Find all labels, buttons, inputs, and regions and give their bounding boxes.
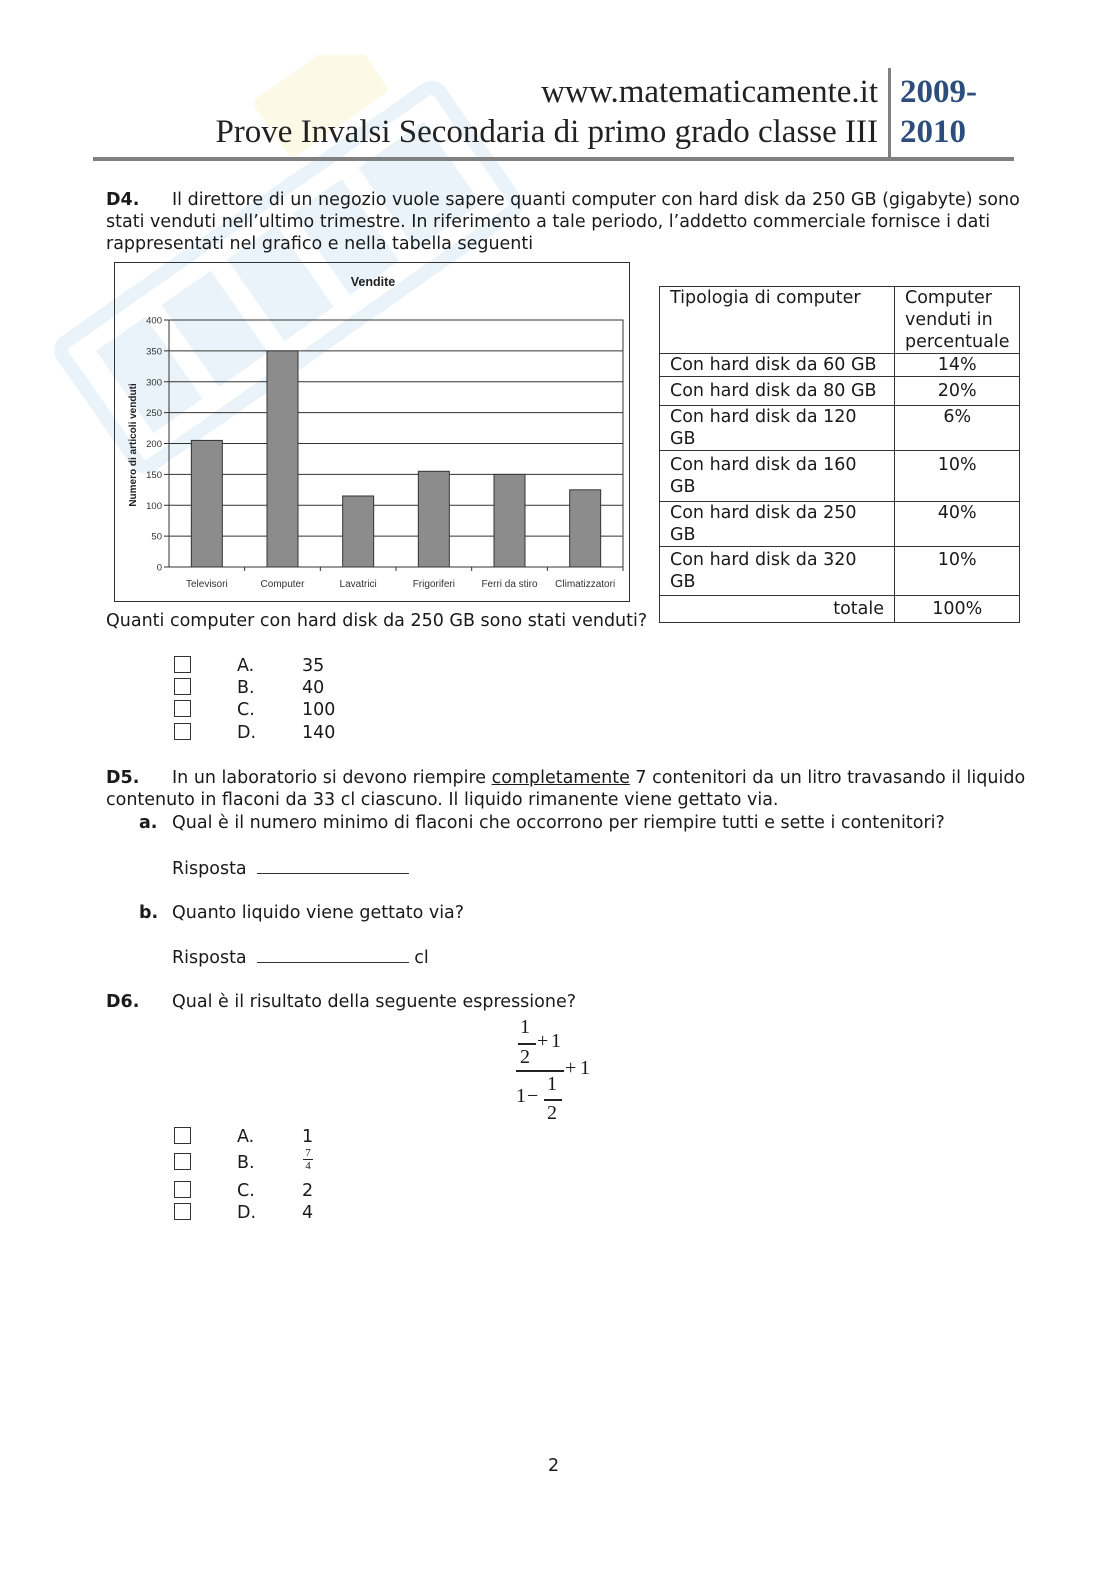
- d6-option-d-letter: D.: [237, 1203, 257, 1223]
- chart-xtick-label: Televisori: [185, 579, 228, 590]
- table-cell-type: Con hard disk da 120 GB: [660, 406, 895, 451]
- sales-chart: [114, 262, 630, 602]
- table-row: [660, 547, 1020, 596]
- table-cell-type: Con hard disk da 320 GB: [660, 547, 895, 596]
- table-cell-type: Con hard disk da 160 GB: [660, 451, 895, 502]
- chart-xtick-label: Frigoriferi: [412, 579, 455, 590]
- percent-table: [659, 286, 1020, 623]
- chart-ytick-label: 100: [146, 500, 162, 512]
- d5-number: D5.: [106, 768, 140, 788]
- expr-top-one: 1: [551, 1030, 561, 1052]
- table-cell-type: Con hard disk da 250 GB: [660, 502, 895, 547]
- header-divider: [888, 68, 891, 158]
- chart-title: Vendite: [350, 275, 396, 289]
- page-number: 2: [548, 1456, 560, 1476]
- d4-number: D4.: [106, 190, 140, 210]
- d5-b-answer-label: Risposta: [172, 948, 247, 968]
- d5-text-underlined: completamente: [491, 768, 630, 788]
- chart-ytick-label: 250: [146, 408, 162, 420]
- chart-ytick-label: 150: [146, 469, 162, 481]
- header-site: www.matematicamente.it: [541, 74, 878, 110]
- d4-option-d-letter: D.: [237, 723, 257, 743]
- d6-text: Qual è il risultato della seguente espressione?: [172, 992, 577, 1012]
- chart-ylabel: Numero di articoli venduti: [128, 383, 139, 507]
- chart-xtick-label: Climatizzatori: [555, 579, 616, 590]
- d5-b-label: b.: [139, 903, 159, 923]
- expr-bottom-one: 1: [516, 1085, 526, 1107]
- table-row: [660, 354, 1020, 377]
- chart-bar: [570, 490, 601, 567]
- table-cell-percent: 6%: [895, 406, 1020, 451]
- chart-svg: [115, 263, 629, 601]
- table-cell-percent: 40%: [895, 502, 1020, 547]
- d6-option-a-checkbox[interactable]: [174, 1127, 191, 1144]
- d4-option-b-value: 40: [302, 678, 325, 698]
- table-header-row: [660, 287, 1020, 354]
- d5-a-label: a.: [139, 813, 158, 833]
- expr-top-den: 2: [520, 1046, 530, 1068]
- table-header-percent-line3: percentuale: [905, 332, 1010, 352]
- chart-xtick-label: Lavatrici: [339, 579, 377, 590]
- chart-ytick-label: 350: [146, 346, 162, 358]
- header-year-line1: 2009-: [900, 74, 977, 110]
- d4-option-c-checkbox[interactable]: [174, 700, 191, 717]
- table-row: [660, 451, 1020, 502]
- d5-b-answer-field[interactable]: [257, 946, 409, 963]
- expr-bottom-num: 1: [547, 1073, 557, 1095]
- expr-main-fracline: [516, 1070, 564, 1072]
- table-header-percent-line2: venduti in: [905, 310, 993, 330]
- d4-option-d-checkbox[interactable]: [174, 723, 191, 740]
- d4-text-line1: Il direttore di un negozio vuole sapere quanti computer con hard disk da 250 GB (gigabyte) sono: [172, 190, 1020, 210]
- d5-text-line2: contenuto in flaconi da 33 cl ciascuno. Il liquido rimanente viene gettato via.: [106, 790, 779, 810]
- expr-outer-one: 1: [580, 1057, 590, 1079]
- chart-bar: [343, 496, 374, 567]
- d5-b-answer: [172, 946, 429, 970]
- expr-bottom-minus: −: [527, 1085, 539, 1107]
- table-cell-type: Con hard disk da 60 GB: [660, 354, 895, 377]
- d4-text-line2: stati venduti nell’ultimo trimestre. In riferimento a tale periodo, l’addetto commerciale fornisce i dati: [106, 212, 991, 232]
- expr-bottom-den: 2: [547, 1102, 557, 1124]
- expr-top-plus: +: [537, 1030, 549, 1052]
- chart-ytick-label: 50: [151, 531, 162, 543]
- table-row: [660, 377, 1020, 406]
- d4-option-c-letter: C.: [237, 700, 255, 720]
- header-year-line2: 2010: [900, 114, 966, 150]
- header-subtitle: Prove Invalsi Secondaria di primo grado classe III: [215, 114, 878, 150]
- d6-option-d-checkbox[interactable]: [174, 1203, 191, 1220]
- d6-option-c-value: 2: [302, 1181, 314, 1201]
- d4-option-b-checkbox[interactable]: [174, 678, 191, 695]
- chart-ytick-label: 400: [146, 315, 162, 327]
- d6-option-b-letter: B.: [237, 1153, 255, 1173]
- d6-option-a-letter: A.: [237, 1127, 255, 1147]
- table-header-percent: [895, 287, 1020, 354]
- chart-bar: [191, 440, 222, 567]
- d6-expression: [510, 1016, 610, 1126]
- d4-option-a-checkbox[interactable]: [174, 656, 191, 673]
- d6-option-b-den: 4: [305, 1160, 311, 1172]
- expr-plus: +: [565, 1057, 577, 1079]
- d6-option-c-checkbox[interactable]: [174, 1181, 191, 1198]
- chart-ytick-label: 300: [146, 377, 162, 389]
- expr-top-fracline: [518, 1043, 536, 1045]
- table-cell-percent: 10%: [895, 547, 1020, 596]
- d5-a-answer-field[interactable]: [257, 857, 409, 874]
- table-cell-percent: 20%: [895, 377, 1020, 406]
- chart-xtick-label: Ferri da stiro: [481, 579, 538, 590]
- d4-option-a-value: 35: [302, 656, 325, 676]
- d6-option-a-value: 1: [302, 1127, 314, 1147]
- table-total-row: [660, 596, 1020, 623]
- d6-option-b-fraction: [302, 1147, 314, 1172]
- d4-option-d-value: 140: [302, 723, 336, 743]
- d6-number: D6.: [106, 992, 140, 1012]
- table-cell-percent: 10%: [895, 451, 1020, 502]
- table-total-value: 100%: [895, 596, 1020, 623]
- chart-ytick-label: 200: [146, 439, 162, 450]
- d5-text-line1-a: In un laboratorio si devono riempire: [172, 768, 492, 788]
- d5-text-line1: [172, 767, 1025, 790]
- d4-option-a-letter: A.: [237, 656, 255, 676]
- table-cell-type: Con hard disk da 80 GB: [660, 377, 895, 406]
- table-cell-percent: 14%: [895, 354, 1020, 377]
- header-rule: [93, 157, 1014, 161]
- d6-option-b-checkbox[interactable]: [174, 1153, 191, 1170]
- chart-bar: [418, 471, 449, 567]
- chart-bar: [267, 351, 298, 567]
- table-row: [660, 406, 1020, 451]
- d5-b-unit: cl: [414, 948, 429, 968]
- d5-text-line1-b: 7 contenitori da un litro travasando il liquido: [629, 768, 1026, 788]
- d6-option-b-num: 7: [305, 1147, 311, 1159]
- d4-option-b-letter: B.: [237, 678, 255, 698]
- expr-bottom-fracline: [544, 1099, 562, 1101]
- d4-text-line3: rappresentati nel grafico e nella tabella seguenti: [106, 234, 534, 254]
- d5-a-answer-label: Risposta: [172, 859, 247, 879]
- expr-top-num: 1: [520, 1016, 530, 1038]
- table-header-type: Tipologia di computer: [660, 287, 895, 354]
- d6-option-d-value: 4: [302, 1203, 314, 1223]
- d6-option-c-letter: C.: [237, 1181, 255, 1201]
- d4-option-c-value: 100: [302, 700, 336, 720]
- chart-bar: [494, 474, 525, 567]
- table-total-label: totale: [660, 596, 895, 623]
- chart-ytick-label: 0: [156, 562, 162, 574]
- table-header-percent-line1: Computer: [905, 288, 992, 308]
- d5-a-text: Qual è il numero minimo di flaconi che occorrono per riempire tutti e sette i contenitori?: [172, 813, 945, 833]
- table-row: [660, 502, 1020, 547]
- d5-b-text: Quanto liquido viene gettato via?: [172, 903, 465, 923]
- d4-question: Quanti computer con hard disk da 250 GB sono stati venduti?: [106, 611, 648, 631]
- chart-xtick-label: Computer: [260, 579, 305, 590]
- d5-a-answer: [172, 857, 409, 881]
